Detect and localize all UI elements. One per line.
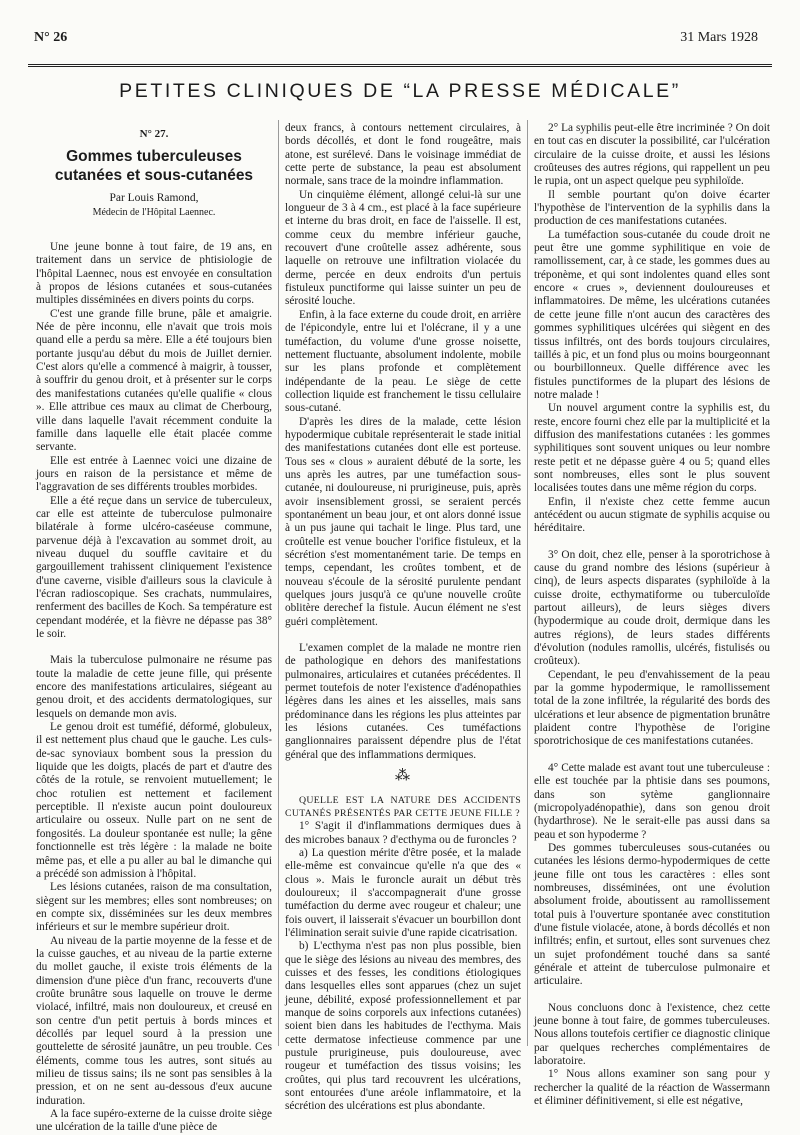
- paragraph: Elle a été reçue dans un service de tuberculeux, car elle est atteinte de tuberculose pulmonaire bilatérale à forme ulcéro-caséeuse commune, parvenue déjà à l'excavation au sommet droit, au niveau duquel du souffle cavitaire et du gargouillement trahissent cliniquement l'existence d'une caverne, visible d'ailleurs sous la clavicule à l'écran radioscopique. Ses crachats, nummulaires, renferment des bacilles de Koch. Sa température est cependant modérée, et la fièvre ne dépasse pas 38° le soir.: [36, 494, 272, 640]
- paragraph: Nous concluons donc à l'existence, chez cette jeune bonne à tout faire, de gommes tuberculeuses. Nous allons toutefois certifier ce diagnostic clinique par quelques recherches complémentaires de laboratoire.: [534, 1001, 770, 1068]
- section-separator: ⁂: [395, 768, 411, 785]
- paragraph: D'après les dires de la malade, cette lésion hypodermique cubitale représenterait le stade initial des manifestations cutanées dont elle est porteuse. Tous ses « clous » auraient débuté de la sorte, les uns après les autres, par une tuméfaction sous-cutanée, ni douloureuse, ni prurigineuse, puis, après avoir insensiblement grossi, se seraient percés spontanément un beau jour, et ont alors donné issue à un pus jaune qui tachait le linge. Plus tard, une croûtelle est venue boucher l'orifice fistuleux, et la sécrétion s'est momentanément tarie. De temps en temps, cependant, les croûtes tombent, et de nouveau s'écoule de la sérosité purulente pendant quelques jours jusqu'à ce qu'une nouvelle croûte oblitère derechef la fistule. Aucun élément ne s'est guéri complètement.: [285, 415, 521, 628]
- article-title: [36, 147, 272, 185]
- header-rule: [28, 64, 772, 70]
- section-question: QUELLE EST LA NATURE DES ACCIDENTS CUTANÉS PRÉSENTÉS PAR CETTE JEUNE FILLE ?: [285, 794, 521, 819]
- article-title-line-2: cutanées et sous-cutanées: [54, 167, 254, 185]
- paragraph: C'est une grande fille brune, pâle et amaigrie. Née de père inconnu, elle n'avait que trois mois quand elle a perdu sa mère. Elle a été toujours bien portante jusqu'au début du mois de Juillet dernier. C'est alors qu'elle a commencé à maigrir, à tousser, à souffrir du genou droit, et à présenter sur le corps des manifestations cutanées qu'elle qualifie « clous ». Elle attribue ces maux au climat de Cherbourg, ville dans laquelle l'avait récemment conduite la famille dans laquelle elle était placée comme servante.: [36, 307, 272, 454]
- issue-date: 31 Mars 1928: [680, 30, 758, 45]
- paragraph: 2° La syphilis peut-elle être incriminée ? On doit en tout cas en discuter la possibilité, car l'ulcération circulaire de la cuisse droite, et aussi les lésions croûteuses des autres régions, qui rappellent un peu le rupia, ont un aspect quelque peu syphiloïde.: [534, 122, 770, 188]
- paragraph: deux francs, à contours nettement circulaires, à bords décollés, et dont le fond rougeâtre, mais atone, est surélevé. Dans le voisinage immédiat de cette perte de substance, la peau est absolument normale, sans trace de la moindre inflammation.: [285, 122, 521, 188]
- author-affiliation: Médecin de l'Hôpital Laennec.: [92, 206, 216, 218]
- paragraph: Des gommes tuberculeuses sous-cutanées ou cutanées les lésions dermo-hypodermiques de cette jeune fille ont tous les caractères : elles sont nombreuses, disséminées, ont une évolution absolument froide, aboutissent au ramollissement total puis à l'ouverture spontanée avec constitution d'une fistule violacée, atone, à bords décollés et non infiltrés; enfin, et surtout, elles sont survenues chez un sujet profondément touché dans sa santé générale et atteint de tuberculose pulmonaire et articulaire.: [534, 841, 770, 988]
- column-2: [285, 122, 521, 1114]
- paragraph: Un nouvel argument contre la syphilis est, du reste, encore fourni chez elle par la multiplicité et la diffusion des manifestations cutanées : les gommes syphilitiques sont souvent uniques ou leur nombre reste petit et ne dépasse guère 4 ou 5; quand elles sont nombreuses, elles sont le plus souvent localisées toutes dans une même région du corps.: [534, 402, 770, 495]
- paragraph: a) La question mérite d'être posée, et la malade elle-même est convaincue qu'elle n'a que des « clous ». Mais le furoncle aurait un début très douloureux; il s'accompagnerait d'une grosse tuméfaction du derme avec rougeur et chaleur; une fois ouvert, il laisserait s'évacuer un bourbillon dont l'élimination serait suivie d'une rapide cicatrisation.: [285, 846, 521, 939]
- paragraph: 3° On doit, chez elle, penser à la sporotrichose à cause du grand nombre des lésions (supérieur à cinq), de leurs aspects disparates (syphiloïde à la cuisse droite, ecthymatiforme ou tuberculoïde partout ailleurs), de leurs sièges divers (hypodermique au coude droit, dermique dans les autres régions), de leurs stades différents d'évolution (nodules ramollis, ulcérés, fistulisés ou croûteux).: [534, 548, 770, 668]
- paragraph: Les lésions cutanées, raison de ma consultation, siègent sur les membres; elles sont nombreuses; on en compte six, disséminées sur les deux membres inférieurs et sur le membre supérieur droit.: [36, 881, 272, 934]
- column-3: [534, 122, 770, 1108]
- masthead: PETITES CLINIQUES DE “LA PRESSE MÉDICALE”: [119, 80, 681, 102]
- paragraph: 1° S'agit il d'inflammations dermiques dues à des microbes banaux ? d'ecthyma ou de furoncles ?: [285, 820, 521, 846]
- paragraph: Enfin, à la face externe du coude droit, en arrière de l'épicondyle, entre lui et l'olécrane, il y a une tuméfaction, du volume d'une grosse noisette, nettement fluctuante, absolument indolente, mobile sur les plans profonde et complètement indépendante de la peau. Le siège de cette collection liquide est franchement le tissu cellulaire sous-cutané.: [285, 308, 521, 415]
- paragraph: Une jeune bonne à tout faire, de 19 ans, en traitement dans un service de phtisiologie de l'hôpital Laennec, nous est envoyée en consultation à propos de lésions cutanées et sous-cutanées multiples disséminées en divers points du corps.: [36, 241, 272, 307]
- paragraph: A la face supéro-externe de la cuisse droite siège une ulcération de la taille d'une pièce de: [36, 1108, 272, 1134]
- paragraph: La tuméfaction sous-cutanée du coude droit ne peut être une gomme syphilitique en voie de ramollissement, car, à ce stade, les gommes dues au tréponème, et qui sont indolentes quand elles sont encore « crues », deviennent douloureuses et inflammatoires. De même, les ulcérations cutanées de cette jeune fille n'ont aucun des caractères des gommes syphilitiques ulcérées qui siègent en des tissus infiltrés, ont des bords toujours circulaires, taillés à pic, et un fond plus ou moins bourgeonnant ou bourbillonneux. Quelle différence avec les fistules punctiformes de la plupart des lésions de notre malade !: [534, 228, 770, 401]
- paragraph: Au niveau de la partie moyenne de la fesse et de la cuisse gauches, et au niveau de la partie externe du mollet gauche, il existe trois éléments de la dimension d'une pièce d'un franc, recouverts d'une croûte brunâtre sous laquelle on trouve le derme violacé, infiltré, mais non douloureux, et creusé en son centre d'un petit pertuis à bords minces et décollés par lequel sourd à la pression une gouttelette de sérosité jaunâtre, un peu trouble. Ces éléments, comme tous les autres, sont situés au milieu de tissus sains; ils ne sont pas sensibles à la pression, et on ne sent au-dessous d'eux aucune induration.: [36, 934, 272, 1107]
- paragraph: Enfin, il n'existe chez cette femme aucun antécédent ou aucun stigmate de syphilis acquise ou héréditaire.: [534, 495, 770, 535]
- paragraph: b) L'ecthyma n'est pas non plus possible, bien que le siège des lésions au niveau des membres, des cuisses et des fesses, les conditions étiologiques dans lesquelles elles sont apparues (chez un sujet jeune, débilité, exposé professionnellement et par manque de soins corporels aux infections cutanées) soient bien dans les habitudes de l'ecthyma. Mais cette dermatose infectieuse commence par une pustule prurigineuse, puis douloureuse, avec rougeur et tuméfaction des tissus voisins; les croûtes, qui plus tard recouvrent les ulcérations, sont entourées d'une aréole inflammatoire, et la sécrétion des ulcérations est plus abondante.: [285, 940, 521, 1113]
- paragraph: 4° Cette malade est avant tout une tuberculeuse : elle est touchée par la phtisie dans ses poumons, dans son sytème ganglionnaire (micropolyadénopathie), dans son genou droit (hydarthrose). Ne le serait-elle pas aussi dans sa peau et son hypoderme ?: [534, 761, 770, 841]
- paragraph: L'examen complet de la malade ne montre rien de pathologique en dehors des manifestations pulmonaires, articulaires et cutanées précédentes. Il permet toutefois de noter l'existence d'adénopathies légères dans les aines et les aisselles, mais sans prédominance dans les régions les plus atteintes par les lésions cutanées. Ces tuméfactions ganglionnaires paraissent dépendre plus de l'état général que des inflammations dermiques.: [285, 642, 521, 761]
- issue-number: N° 26: [34, 30, 68, 45]
- column-1: [36, 122, 272, 1135]
- column-divider: [278, 120, 279, 1046]
- column-divider: [527, 120, 528, 1046]
- paragraph: Mais la tuberculose pulmonaire ne résume pas toute la maladie de cette jeune fille, qui présente encore des manifestations articulaires, siégeant au genou droit, et des accidents dermatologiques, sur lesquels on demande mon avis.: [36, 654, 272, 720]
- article-title-line-1: Gommes tuberculeuses: [66, 148, 242, 166]
- paragraph: Il semble pourtant qu'on doive écarter l'hypothèse de l'intervention de la syphilis dans la production de ces manifestations cutanées.: [534, 188, 770, 228]
- paragraph: Elle est entrée à Laennec voici une dizaine de jours en raison de la persistance et même de l'aggravation de ses différents troubles morbides.: [36, 454, 272, 494]
- paragraph: 1° Nous allons examiner son sang pour y rechercher la qualité de la réaction de Wassermann et éliminer définitivement, si elle est négative,: [534, 1068, 770, 1108]
- paragraph: Cependant, le peu d'envahissement de la peau par la gomme hypodermique, le ramollissement total de la zone infiltrée, la régularité des bords des ulcérations et leur absence de pigmentation brunâtre plaident contre l'hypothèse de l'origine sporotrichosique de ces manifestations cutanées.: [534, 668, 770, 748]
- author-byline: Par Louis Ramond,: [109, 192, 199, 205]
- paragraph: Le genou droit est tuméfié, déformé, globuleux, il est nettement plus chaud que le gauche. Les culs-de-sac synoviaux bombent sous la pression du liquide que les doigts, placés de part et d'autre des côtés de la rotule, se renvoient mutuellement; le choc rotulien est nettement et facilement perceptible. Il n'existe aucun point douloureux articulaire ou osseux. Nulle part on ne sent de fongosités. La douleur spontanée est nulle; la gêne fonctionnelle est très légère : la malade ne boite même pas, et elle a pu aller au bal le dimanche qui a précédé son admission à l'hôpital.: [36, 721, 272, 880]
- article-number: N° 27.: [139, 128, 169, 140]
- paragraph: Un cinquième élément, allongé celui-là sur une longueur de 3 à 4 cm., est placé à la face supérieure et interne du bras droit, en face de l'aisselle. Il est, comme ceux du membre inférieur gauche, recouvert d'une croûtelle assez adhérente, sous laquelle on retrouve une infiltration violacée du derme, percée en deux endroits d'un pertuis fistuleux punctiforme qui laisse suinter un peu de sérosité louche.: [285, 188, 521, 308]
